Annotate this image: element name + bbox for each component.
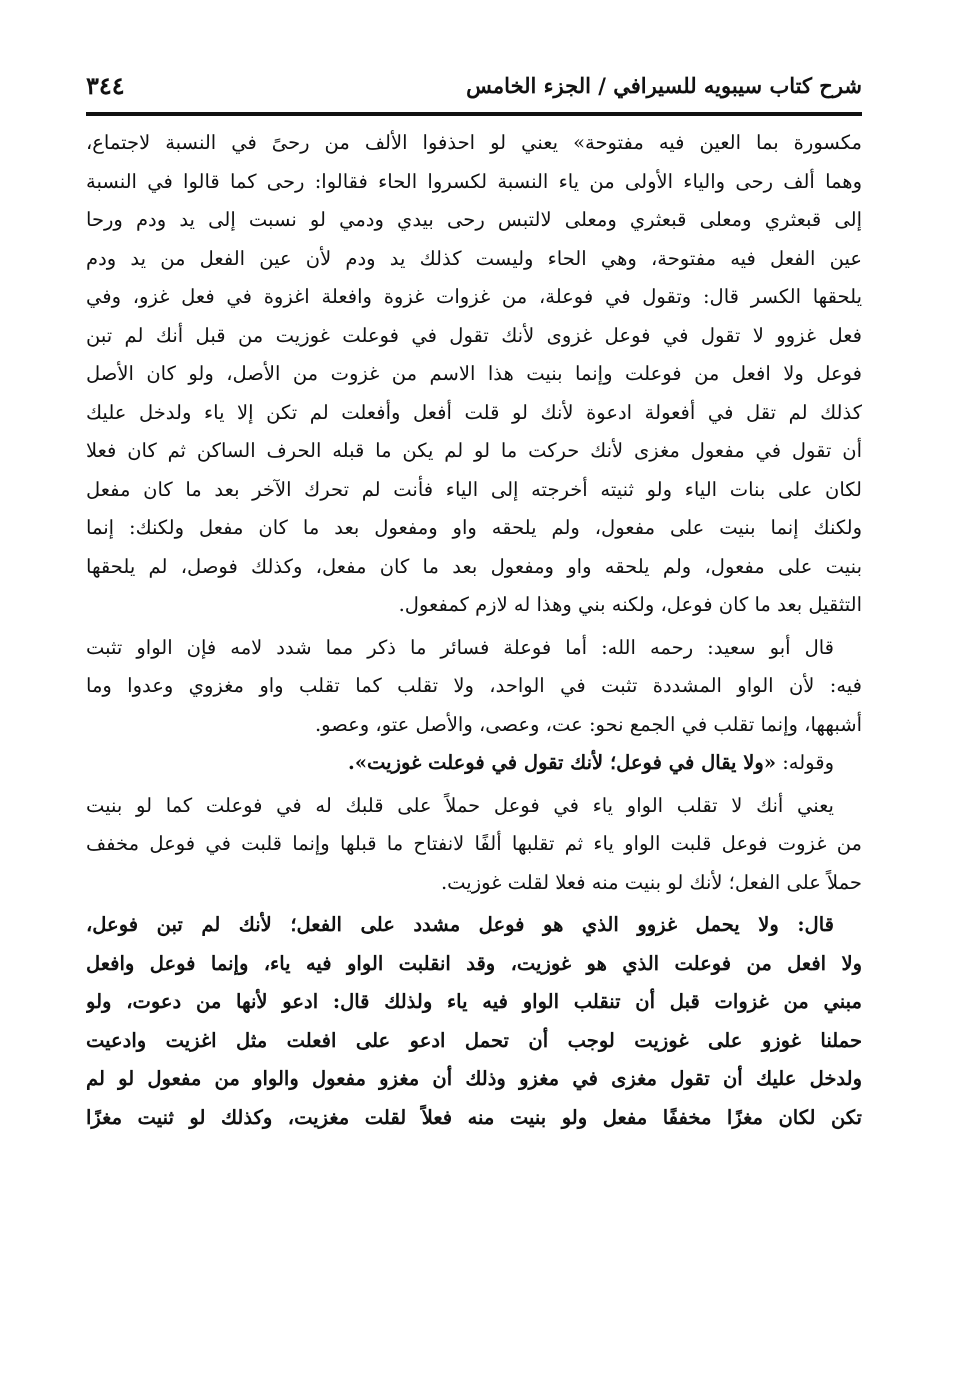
text-line: بنيت على مفعول، ولم يلحقه واو ومفعول بعد ما كان مفعل، وكذلك فوصل، لم يلحقها bbox=[86, 554, 862, 578]
text-line: وهما ألف رحى والياء الأولى من ياء النسبة لكسروا الحاء فقالوا: رحى كما قالوا في النسبة bbox=[86, 169, 862, 193]
paragraph bbox=[86, 124, 862, 625]
running-title: شرح كتاب سيبويه للسيرافي / الجزء الخامس bbox=[466, 72, 862, 98]
paragraph bbox=[86, 787, 862, 903]
quote-lead: وقوله: bbox=[782, 751, 834, 774]
text-line: مكسورة بما العين فيه مفتوحة» يعني لو احذفوا الألف من رحىً في النسبة لاجتماع، bbox=[86, 131, 862, 154]
text-line: حملنا غوزو على غوزيت لوجب أن تحمل ادعو على افعلت مثل اغزيت وادعيت bbox=[86, 1028, 862, 1052]
text-line: إلى قبعثري ومعلى قبعثري ومعلى لالتبس رحى بيدي ودمي لو نسبت إلى يد ودم ورحا bbox=[86, 208, 862, 231]
text-line: تكن لكان مغزًا مخففًا مفعل ولو بنيت منه فعلاً لقلت مغزيت، وكذلك لو ثنيت مغزًا bbox=[86, 1105, 862, 1129]
quote-line bbox=[86, 744, 862, 783]
bold-paragraph bbox=[86, 906, 862, 1137]
text-line: قال: ولا يحمل غزوو الذي هو فوعل مشدد على الفعل؛ لأنك لم تبن فوعل، bbox=[86, 913, 834, 936]
text-line: ولدخل عليك أن تقول مغزى في مغزو وذلك أن مغزو مفعول والواو من مفعول لو لم bbox=[86, 1067, 862, 1090]
text-line: يعني أنك لا تقلب الواو ياء في فوعل حملاً على قلبك له في فوعلت كما لو بنيت bbox=[86, 793, 834, 817]
text-line: لكان على بنات الياء ولو ثنيته أخرجته إلى الياء فأنت لم تحرك الآخر بعد ما كان مفعل bbox=[86, 477, 862, 501]
text-line: من غزوت فوعل قلبت الواو ياء ثم تقلبها ألفًا لانفتاح ما قبلها وإنما قلبت في فوعل مخفف bbox=[86, 832, 862, 855]
page-number: ٣٤٤ bbox=[86, 70, 125, 100]
text-line: فيه: لأن الواو المشددة تثبت في الواحد، ولا تقلب كما تقلب واو مغزوي وعدوا وما bbox=[86, 674, 862, 697]
text-line: فعل غزوو لا تقول في فوعل غزوى لأنك تقول في فوعلت غوزيت من قبل أنك لم تبن bbox=[86, 323, 862, 347]
text-line: ولكنك إنما بنيت على مفعول، ولم يلحقه واو ومفعول بعد ما كان مفعل ولكنك: إنما bbox=[86, 516, 862, 539]
paragraph bbox=[86, 629, 862, 745]
text-line: يلحقها الكسر قال: وتقول في فوعلة، من غزوات غزوة وافعلة اغزوة في فعل غزو، وفي bbox=[86, 285, 862, 308]
quote-paragraph bbox=[86, 744, 862, 783]
text-line: كذلك لم تقل في أفعولة ادعوة لأنك لو قلت أفعل وأفعلت لم تكن إلا ياء ولدخل عليك bbox=[86, 400, 862, 424]
page-header bbox=[86, 58, 862, 116]
text-line: فوعل ولا افعل من فوعلت وإنما بنيت هذا الاسم من غزوت من الأصل، ولو كان الأصل bbox=[86, 362, 862, 385]
book-page bbox=[86, 58, 862, 1358]
text-line: أشبهها، وإنما تقلب في الجمع نحو: عت، وعصى، والأصل عتو، وعصو. bbox=[314, 712, 862, 736]
page-body bbox=[86, 116, 862, 1137]
text-line: عين الفعل فيه مفتوحة، وهي الحاء وليست كذلك يد ودم لأن عين الفعل من يد ودم bbox=[86, 246, 862, 270]
text-line: أن تقول في مفعول مغزى لأنك حركت ما لو لم يكن ما قبله الحرف الساكن ثم كان فعلا bbox=[86, 439, 862, 462]
text-line: مبني من غزوات قبل أن تنقلب الواو فيه ياء ولذلك قال: ادعو لأنها من دعوت، ولو bbox=[86, 990, 862, 1013]
text-line: قال أبو سعيد: رحمه الله: أما فوعلة فسائر ما ذكر مما شدد لامه فإن الواو تثبت bbox=[86, 635, 834, 659]
text-line: ولا افعل من فوعلت الذي هو غوزيت، وقد انقلبت الواو فيه ياء، وإنما فوعل وافعل bbox=[86, 951, 862, 975]
text-line: التثقيل بعد ما كان فوعل، ولكنه بني وهذا له لازم كمفعول. bbox=[398, 593, 862, 616]
quoted-text: «ولا يقال في فوعل؛ لأنك تقول في فوعلت غوزيت». bbox=[348, 751, 777, 774]
text-line: حملاً على الفعل؛ لأنك لو بنيت منه فعلا لقلت غوزيت. bbox=[440, 870, 862, 894]
